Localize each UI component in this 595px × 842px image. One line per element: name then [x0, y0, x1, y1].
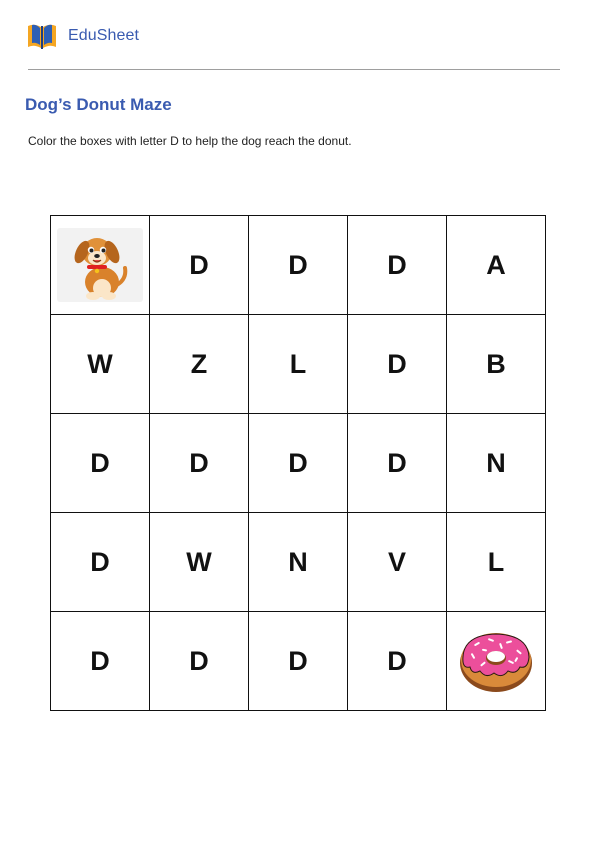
maze-cell[interactable]: D — [249, 612, 348, 711]
maze-row — [51, 216, 546, 315]
dog-icon — [57, 228, 143, 302]
open-book-icon — [26, 21, 58, 51]
maze-cell[interactable]: D — [249, 216, 348, 315]
maze-cell[interactable]: V — [348, 513, 447, 612]
maze-cell[interactable]: D — [150, 612, 249, 711]
maze-row — [51, 513, 546, 612]
maze-cell[interactable]: D — [348, 216, 447, 315]
maze-cell[interactable]: D — [51, 513, 150, 612]
maze-cell[interactable]: B — [447, 315, 546, 414]
maze-row — [51, 414, 546, 513]
worksheet-instructions: Color the boxes with letter D to help the dog reach the donut. — [28, 134, 352, 148]
donut-icon — [458, 629, 534, 693]
maze-row — [51, 315, 546, 414]
maze-cell[interactable]: W — [150, 513, 249, 612]
header — [26, 20, 139, 52]
maze-cell[interactable]: N — [447, 414, 546, 513]
maze-cell[interactable]: N — [249, 513, 348, 612]
maze-cell[interactable]: W — [51, 315, 150, 414]
maze-cell[interactable]: D — [348, 612, 447, 711]
maze-row — [51, 612, 546, 711]
maze-cell[interactable]: A — [447, 216, 546, 315]
maze-end-cell[interactable] — [447, 612, 546, 711]
maze-grid — [50, 215, 546, 711]
maze-cell[interactable]: D — [51, 414, 150, 513]
maze-cell[interactable]: D — [348, 315, 447, 414]
maze-cell[interactable]: D — [249, 414, 348, 513]
maze-cell[interactable]: Z — [150, 315, 249, 414]
maze-cell[interactable]: D — [348, 414, 447, 513]
maze-cell[interactable]: L — [249, 315, 348, 414]
maze-start-cell[interactable] — [51, 216, 150, 315]
worksheet-title: Dog’s Donut Maze — [25, 95, 172, 114]
maze-cell[interactable]: D — [51, 612, 150, 711]
maze-cell[interactable]: D — [150, 216, 249, 315]
brand-name: EduSheet — [68, 27, 140, 44]
maze-cell[interactable]: D — [150, 414, 249, 513]
header-divider — [28, 69, 560, 70]
maze-cell[interactable]: L — [447, 513, 546, 612]
